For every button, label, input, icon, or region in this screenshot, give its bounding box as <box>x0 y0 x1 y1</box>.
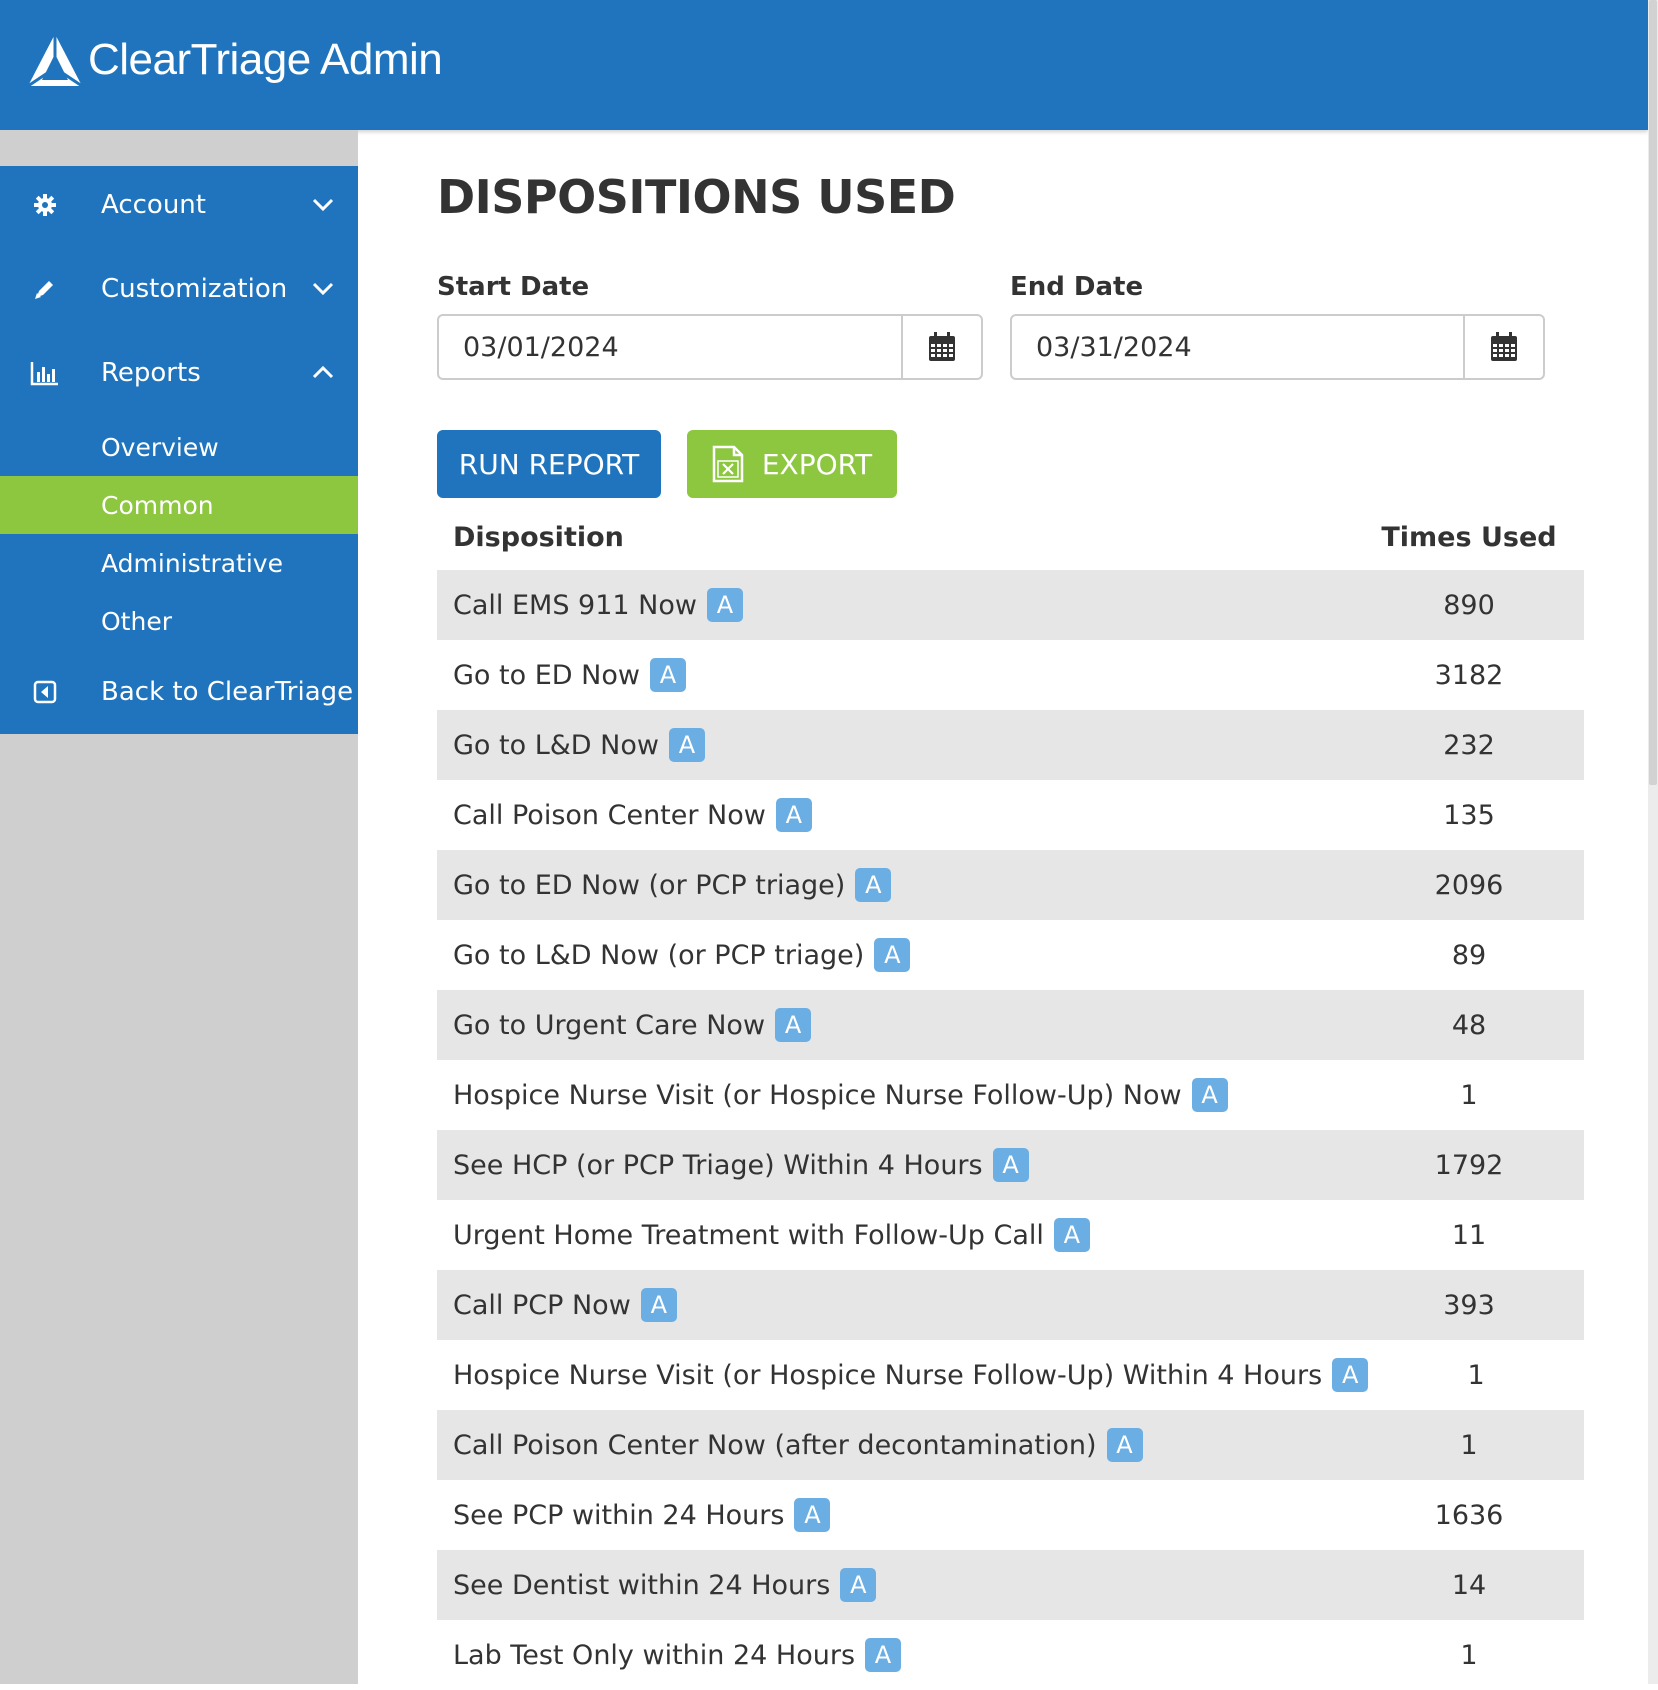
cleartriage-logo-icon <box>26 32 84 88</box>
disposition-text: Go to Urgent Care Now <box>453 1009 766 1041</box>
run-report-button[interactable]: RUN REPORT <box>437 430 661 498</box>
pencil-icon <box>30 274 60 304</box>
table-row <box>437 1200 1584 1270</box>
cell-disposition <box>437 1638 1354 1672</box>
start-date-group <box>437 314 983 380</box>
cell-disposition <box>437 1288 1354 1322</box>
sidebar-subitem-common[interactable] <box>0 476 358 534</box>
cell-times-used: 890 <box>1443 589 1495 621</box>
cell-times-used: 1 <box>1460 1429 1478 1461</box>
adult-badge: A <box>650 658 686 692</box>
sidebar-item-label: Account <box>101 190 206 220</box>
export-button[interactable] <box>687 430 897 498</box>
cell-times-used: 48 <box>1451 1009 1487 1041</box>
disposition-text: Call PCP Now <box>453 1289 631 1321</box>
sidebar-item-customization[interactable] <box>0 254 358 324</box>
table-row <box>437 710 1584 780</box>
disposition-text: Go to L&D Now <box>453 729 659 761</box>
adult-badge: A <box>865 1638 901 1672</box>
sidebar-item-back-to-cleartriage[interactable] <box>0 657 358 727</box>
column-header-times-used[interactable]: Times Used <box>1381 522 1557 553</box>
disposition-text: Hospice Nurse Visit (or Hospice Nurse Follow-Up) Within 4 Hours <box>453 1359 1323 1391</box>
cell-disposition <box>437 1218 1354 1252</box>
cell-times-used: 11 <box>1451 1219 1487 1251</box>
cell-times-used: 1792 <box>1434 1149 1504 1181</box>
cell-disposition <box>437 1008 1354 1042</box>
table-row <box>437 850 1584 920</box>
table-row <box>437 640 1584 710</box>
start-date-input[interactable] <box>439 316 901 378</box>
adult-badge: A <box>669 728 705 762</box>
cell-disposition <box>437 798 1354 832</box>
page-scrollbar-thumb[interactable] <box>1649 0 1657 785</box>
cell-times-used: 14 <box>1451 1569 1487 1601</box>
adult-badge: A <box>840 1568 876 1602</box>
dispositions-table <box>437 505 1584 1690</box>
end-date-calendar-button[interactable] <box>1463 316 1543 378</box>
page-title: DISPOSITIONS USED <box>437 170 956 224</box>
end-date-input[interactable] <box>1012 316 1463 378</box>
adult-badge: A <box>641 1288 677 1322</box>
disposition-text: Hospice Nurse Visit (or Hospice Nurse Follow-Up) Now <box>453 1079 1182 1111</box>
adult-badge: A <box>993 1148 1029 1182</box>
disposition-text: Call EMS 911 Now <box>453 589 697 621</box>
table-header <box>437 505 1584 570</box>
column-header-disposition[interactable]: Disposition <box>453 522 624 553</box>
disposition-text: See Dentist within 24 Hours <box>453 1569 831 1601</box>
cell-times-used: 1 <box>1467 1359 1485 1391</box>
table-row <box>437 1550 1584 1620</box>
table-row <box>437 1410 1584 1480</box>
chevron-down-icon <box>310 276 336 302</box>
table-row <box>437 1340 1584 1410</box>
end-date-group <box>1010 314 1545 380</box>
cell-times-used: 393 <box>1443 1289 1495 1321</box>
back-arrow-icon <box>30 677 60 707</box>
cell-disposition <box>437 728 1354 762</box>
cell-disposition <box>437 1568 1354 1602</box>
calendar-icon <box>928 332 956 362</box>
sidebar-item-label: Reports <box>101 358 201 388</box>
adult-badge: A <box>1332 1358 1368 1392</box>
adult-badge: A <box>1192 1078 1228 1112</box>
cell-disposition <box>437 588 1354 622</box>
sidebar-subitem-label: Other <box>101 606 172 636</box>
start-date-label: Start Date <box>437 272 590 302</box>
disposition-text: Go to ED Now (or PCP triage) <box>453 869 846 901</box>
table-row <box>437 1130 1584 1200</box>
adult-badge: A <box>874 938 910 972</box>
sidebar <box>0 166 358 734</box>
cell-disposition <box>437 1078 1354 1112</box>
sidebar-subitem-overview[interactable] <box>0 418 358 476</box>
cell-disposition <box>437 1358 1368 1392</box>
disposition-text: Call Poison Center Now (after decontamination) <box>453 1429 1097 1461</box>
disposition-text: Call Poison Center Now <box>453 799 766 831</box>
sidebar-item-label: Customization <box>101 274 288 304</box>
disposition-text: Urgent Home Treatment with Follow-Up Call <box>453 1219 1044 1251</box>
sidebar-subitem-label: Administrative <box>101 548 283 578</box>
sidebar-subitem-other[interactable] <box>0 592 358 650</box>
brand[interactable] <box>26 30 442 90</box>
table-row <box>437 920 1584 990</box>
cell-times-used: 3182 <box>1434 659 1504 691</box>
disposition-text: Go to L&D Now (or PCP triage) <box>453 939 865 971</box>
adult-badge: A <box>707 588 743 622</box>
cell-times-used: 89 <box>1451 939 1487 971</box>
table-row <box>437 990 1584 1060</box>
sidebar-subitem-administrative[interactable] <box>0 534 358 592</box>
disposition-text: Go to ED Now <box>453 659 640 691</box>
table-row <box>437 780 1584 850</box>
cell-disposition <box>437 1428 1354 1462</box>
sidebar-item-reports[interactable] <box>0 338 358 408</box>
sidebar-item-account[interactable] <box>0 170 358 240</box>
cell-times-used: 232 <box>1443 729 1495 761</box>
cell-disposition <box>437 1498 1354 1532</box>
table-row <box>437 570 1584 640</box>
adult-badge: A <box>855 868 891 902</box>
table-body <box>437 570 1584 1690</box>
disposition-text: See PCP within 24 Hours <box>453 1499 785 1531</box>
adult-badge: A <box>794 1498 830 1532</box>
disposition-text: See HCP (or PCP Triage) Within 4 Hours <box>453 1149 983 1181</box>
end-date-label: End Date <box>1010 272 1144 302</box>
cell-disposition <box>437 1148 1354 1182</box>
top-header <box>0 0 1648 130</box>
calendar-icon <box>1490 332 1518 362</box>
cell-disposition <box>437 938 1354 972</box>
adult-badge: A <box>775 1008 811 1042</box>
cell-times-used: 2096 <box>1434 869 1504 901</box>
app-title: ClearTriage Admin <box>88 35 443 84</box>
table-row <box>437 1270 1584 1340</box>
gear-icon <box>30 190 60 220</box>
chevron-up-icon <box>310 360 336 386</box>
cell-times-used: 1 <box>1460 1639 1478 1671</box>
table-row <box>437 1620 1584 1690</box>
cell-disposition <box>437 658 1354 692</box>
sidebar-subitem-label: Common <box>101 490 214 520</box>
cell-times-used: 1636 <box>1434 1499 1504 1531</box>
cell-times-used: 135 <box>1443 799 1495 831</box>
export-button-label: EXPORT <box>761 447 873 481</box>
disposition-text: Lab Test Only within 24 Hours <box>453 1639 856 1671</box>
cell-times-used: 1 <box>1460 1079 1478 1111</box>
sidebar-subitem-label: Overview <box>101 432 219 462</box>
start-date-calendar-button[interactable] <box>901 316 981 378</box>
excel-file-icon <box>712 445 744 483</box>
sidebar-item-label: Back to ClearTriage <box>101 677 354 707</box>
adult-badge: A <box>1054 1218 1090 1252</box>
adult-badge: A <box>776 798 812 832</box>
cell-disposition <box>437 868 1354 902</box>
table-row <box>437 1480 1584 1550</box>
adult-badge: A <box>1107 1428 1143 1462</box>
chevron-down-icon <box>310 192 336 218</box>
table-row <box>437 1060 1584 1130</box>
bar-chart-icon <box>30 358 60 388</box>
